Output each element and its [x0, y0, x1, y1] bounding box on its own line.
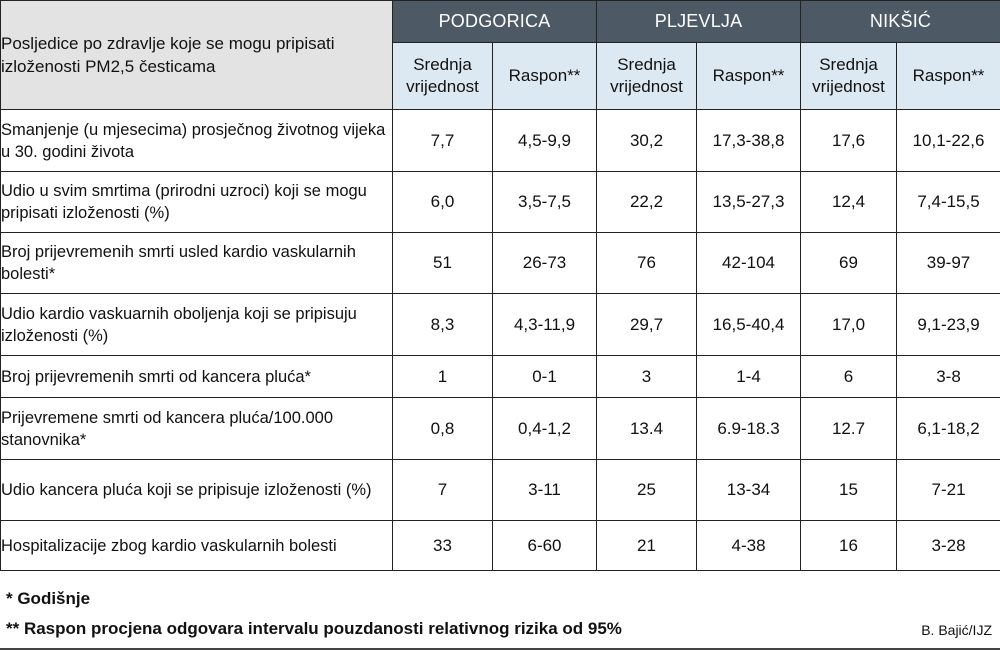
table-cell: 13-34	[697, 460, 801, 521]
table-cell: 29,7	[597, 294, 697, 356]
table-cell: 13.4	[597, 398, 697, 460]
table-cell: 8,3	[393, 294, 493, 356]
header-label: Posljedice po zdravlje koje se mogu pripisati izloženosti PM2,5 česticama	[1, 1, 393, 110]
table-cell: 3-28	[897, 521, 1000, 571]
table-cell: 3-8	[897, 356, 1000, 398]
subheader-mean: Srednja vrijednost	[801, 43, 897, 110]
city-header-podgorica: PODGORICA	[393, 1, 597, 43]
row-label: Broj prijevremenih smrti od kancera pluća*	[1, 356, 393, 398]
table-cell: 17,3-38,8	[697, 110, 801, 172]
table-cell: 6.9-18.3	[697, 398, 801, 460]
table-cell: 17,0	[801, 294, 897, 356]
table-cell: 4-38	[697, 521, 801, 571]
table-cell: 12.7	[801, 398, 897, 460]
footnote-range: ** Raspon procjena odgovara intervalu pouzdanosti relativnog rizika od 95%	[6, 619, 622, 638]
table-cell: 3	[597, 356, 697, 398]
table-cell: 30,2	[597, 110, 697, 172]
table-cell: 9,1-23,9	[897, 294, 1000, 356]
table-cell: 10,1-22,6	[897, 110, 1000, 172]
table-cell: 4,3-11,9	[493, 294, 597, 356]
table-cell: 7	[393, 460, 493, 521]
city-header-niksic: NIKŠIĆ	[801, 1, 1000, 43]
table-cell: 3-11	[493, 460, 597, 521]
table-cell: 69	[801, 233, 897, 294]
source-credit: B. Bajić/IJZ	[921, 622, 992, 638]
table-cell: 6-60	[493, 521, 597, 571]
table-cell: 6,0	[393, 172, 493, 233]
table-row	[1, 233, 1000, 294]
table-cell: 7-21	[897, 460, 1000, 521]
subheader-mean: Srednja vrijednost	[597, 43, 697, 110]
table-cell: 42-104	[697, 233, 801, 294]
row-label: Udio u svim smrtima (prirodni uzroci) koji se mogu pripisati izloženosti (%)	[1, 172, 393, 233]
table-row	[1, 110, 1000, 172]
row-label: Udio kancera pluća koji se pripisuje izloženosti (%)	[1, 460, 393, 521]
row-label: Prijevremene smrti od kancera pluća/100.000 stanovnika*	[1, 398, 393, 460]
table-cell: 3,5-7,5	[493, 172, 597, 233]
table-cell: 25	[597, 460, 697, 521]
table-cell: 4,5-9,9	[493, 110, 597, 172]
table-cell: 1	[393, 356, 493, 398]
table-cell: 76	[597, 233, 697, 294]
table-cell: 0,8	[393, 398, 493, 460]
row-label: Smanjenje (u mjesecima) prosječnog životnog vijeka u 30. godini života	[1, 110, 393, 172]
subheader-range: Raspon**	[697, 43, 801, 110]
table-cell: 17,6	[801, 110, 897, 172]
table-cell: 1-4	[697, 356, 801, 398]
subheader-range: Raspon**	[897, 43, 1000, 110]
row-label: Udio kardio vaskuarnih oboljenja koji se pripisuju izloženosti (%)	[1, 294, 393, 356]
table-cell: 0-1	[493, 356, 597, 398]
table-cell: 51	[393, 233, 493, 294]
footnote-annual: * Godišnje	[6, 589, 91, 608]
subheader-mean: Srednja vrijednost	[393, 43, 493, 110]
table-cell: 7,7	[393, 110, 493, 172]
table-cell: 16,5-40,4	[697, 294, 801, 356]
table-cell: 39-97	[897, 233, 1000, 294]
table-cell: 6	[801, 356, 897, 398]
table-row	[1, 172, 1000, 233]
table-row	[1, 294, 1000, 356]
table-cell: 7,4-15,5	[897, 172, 1000, 233]
row-label: Hospitalizacije zbog kardio vaskularnih bolesti	[1, 521, 393, 571]
table-cell: 15	[801, 460, 897, 521]
table-cell: 12,4	[801, 172, 897, 233]
table-cell: 0,4-1,2	[493, 398, 597, 460]
subheader-range: Raspon**	[493, 43, 597, 110]
table-cell: 16	[801, 521, 897, 571]
row-label: Broj prijevremenih smrti usled kardio vaskularnih bolesti*	[1, 233, 393, 294]
table-cell: 26-73	[493, 233, 597, 294]
table-row	[1, 460, 1000, 521]
city-header-pljevlja: PLJEVLJA	[597, 1, 801, 43]
table-row	[1, 356, 1000, 398]
table-cell: 21	[597, 521, 697, 571]
table-cell: 33	[393, 521, 493, 571]
table-cell: 13,5-27,3	[697, 172, 801, 233]
table-cell: 22,2	[597, 172, 697, 233]
table-cell: 6,1-18,2	[897, 398, 1000, 460]
table-row	[1, 521, 1000, 571]
table-row	[1, 398, 1000, 460]
